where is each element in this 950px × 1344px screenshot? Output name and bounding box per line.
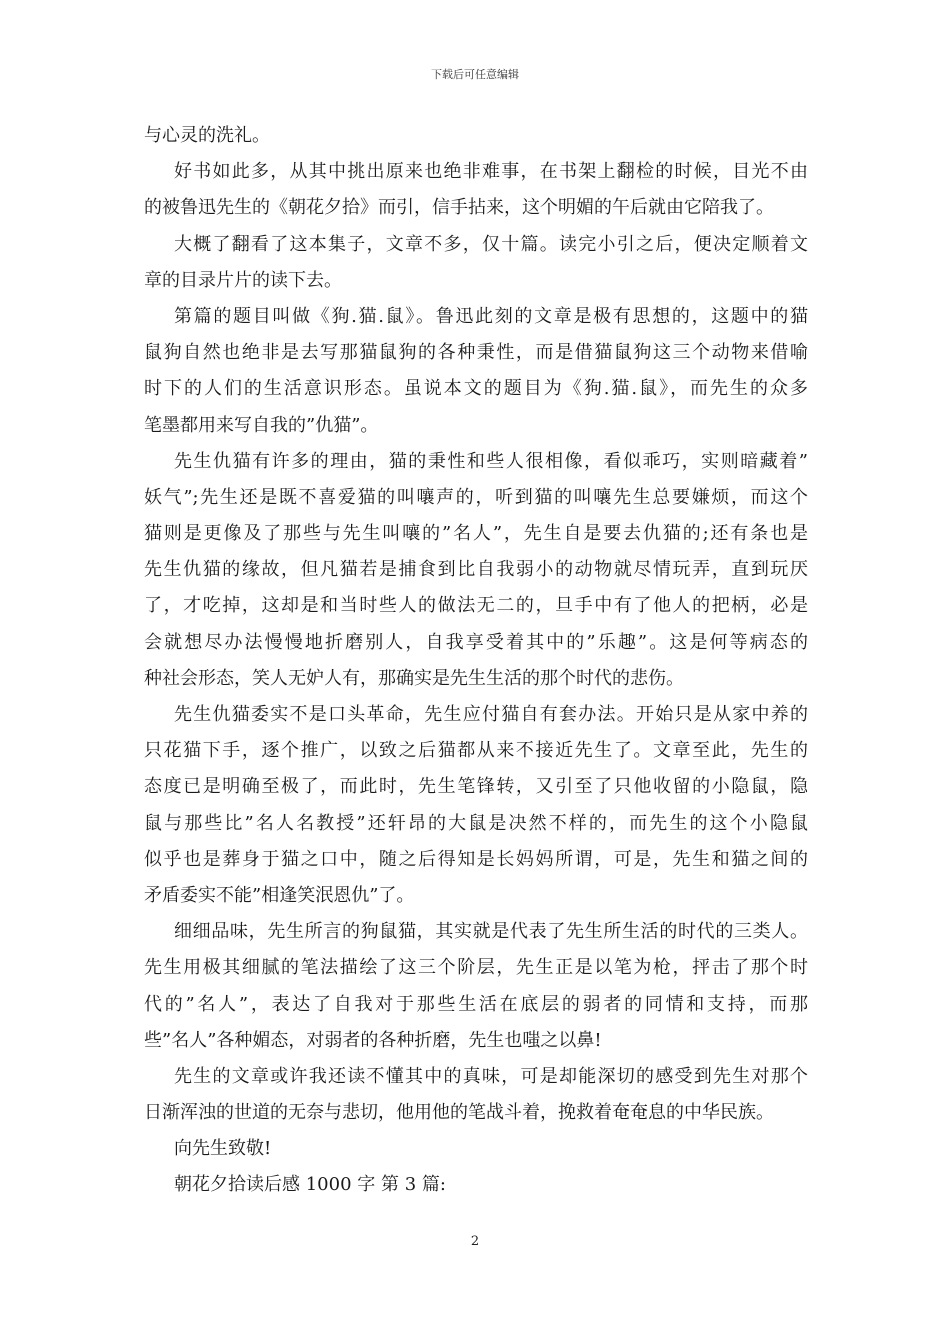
text-line: 日渐浑浊的世道的无奈与悲切，他用他的笔战斗着，挽救着奄奄息的中华民族。 [144, 1102, 774, 1124]
text-line: 笔墨都用来写自我的”仇猫”。 [144, 414, 379, 436]
text-line: 先生仇猫委实不是口头革命，先生应付猫自有套办法。开始只是从家中养的 [174, 704, 808, 725]
text-line: 只花猫下手，逐个推广，以致之后猫都从来不接近先生了。文章至此，先生的 [144, 740, 808, 762]
text-line: 先生仇猫有许多的理由，猫的秉性和些人很相像，看似乖巧，实则暗藏着” [174, 450, 808, 472]
text-line: 态度已是明确至极了，而此时，先生笔锋转，又引至了只他收留的小隐鼠，隐 [144, 776, 808, 798]
text-line: 妖气”;先生还是既不喜爱猫的叫嚷声的，听到猫的叫嚷先生总要嫌烦，而这个 [144, 486, 808, 508]
text-line: 了，才吃掉，这却是和当时些人的做法无二的，旦手中有了他人的把柄，必是 [144, 595, 808, 617]
text-line: 好书如此多，从其中挑出原来也绝非难事，在书架上翻检的时候，目光不由 [174, 161, 808, 183]
text-line: 鼠狗自然也绝非是去写那猫鼠狗的各种秉性，而是借猫鼠狗这三个动物来借喻 [144, 342, 808, 364]
text-line: 些”名人”各种媚态，对弱者的各种折磨，先生也嗤之以鼻! [144, 1029, 602, 1051]
text-line: 细细品味，先生所言的狗鼠猫，其实就是代表了先生所生活的时代的三类人。 [174, 921, 808, 943]
text-line: 先生用极其细腻的笔法描绘了这三个阶层，先生正是以笔为枪，抨击了那个时 [144, 957, 808, 979]
text-line: 大概了翻看了这本集子，文章不多，仅十篇。读完小引之后，便决定顺着文 [174, 233, 808, 255]
text-line: 时下的人们的生活意识形态。虽说本文的题目为《狗.猫.鼠》，而先生的众多 [144, 378, 808, 400]
text-line: 猫则是更像及了那些与先生叫嚷的”名人”，先生自是要去仇猫的;还有条也是 [144, 523, 808, 545]
text-line: 第篇的题目叫做《狗.猫.鼠》。鲁迅此刻的文章是极有思想的，这题中的猫 [174, 305, 808, 327]
text-line: 先生的文章或许我还读不懂其中的真味，可是却能深切的感受到先生对那个 [174, 1065, 808, 1087]
text-line: 矛盾委实不能”相逢笑泯恩仇”了。 [144, 884, 415, 906]
text-line: 章的目录片片的读下去。 [144, 269, 342, 291]
text-line: 会就想尽办法慢慢地折磨别人，自我享受着其中的”乐趣”。这是何等病态的 [144, 631, 808, 653]
text-line: 鼠与那些比”名人名教授”还轩昂的大鼠是决然不样的，而先生的这个小隐鼠 [144, 812, 808, 834]
page-number: 2 [470, 1234, 480, 1249]
text-line: 先生仇猫的缘故，但凡猫若是捕食到比自我弱小的动物就尽情玩弄，直到玩厌 [144, 559, 808, 581]
document-body [144, 118, 808, 1204]
text-line: 种社会形态，笑人无妒人有，那确实是先生生活的那个时代的悲伤。 [144, 667, 684, 689]
text-line: 似乎也是葬身于猫之口中，随之后得知是长妈妈所谓，可是，先生和猫之间的 [144, 848, 808, 870]
text-line: 与心灵的洗礼。 [144, 125, 270, 146]
text-line: 朝花夕拾读后感 1000 字 第 3 篇: [174, 1174, 446, 1196]
text-line: 的被鲁迅先生的《朝花夕拾》而引，信手拈来，这个明媚的午后就由它陪我了。 [144, 197, 774, 219]
text-line: 向先生致敬! [174, 1138, 272, 1160]
text-line: 代的”名人”，表达了自我对于那些生活在底层的弱者的同情和支持，而那 [144, 993, 808, 1015]
page-header: 下载后可任意编辑 [431, 68, 519, 81]
